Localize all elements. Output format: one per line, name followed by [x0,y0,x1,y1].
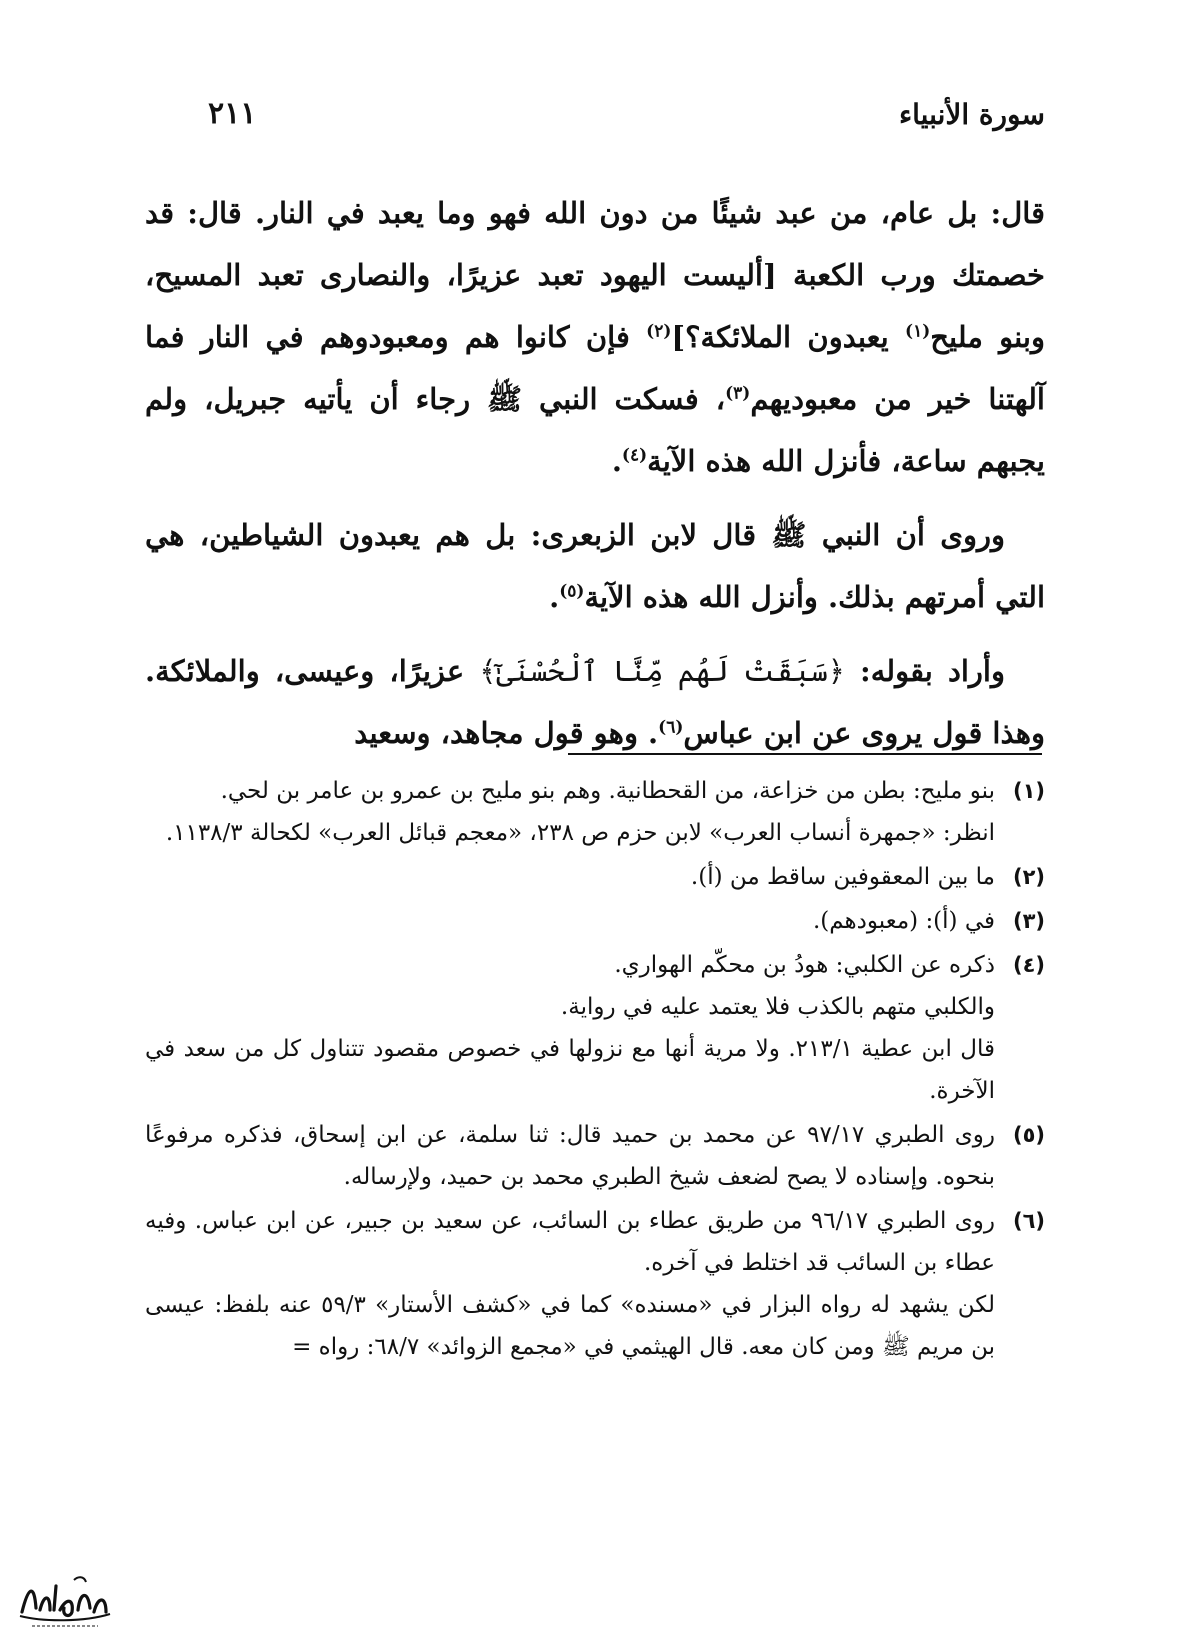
footnote-5 [145,1114,1045,1198]
footnote-number: (٣) [1012,909,1045,933]
footnote-line: لكن يشهد له رواه البزار في «مسنده» كما في «كشف الأستار» ٥٩/٣ عنه بلفظ: عيسى بن مريم ﷺ ومن كان معه. قال الهيثمي في «مجمع الزوائد» ٦٨/٧: رواه = [145,1292,995,1360]
footnotes [145,770,1045,1370]
footnote-number: (٦) [1012,1209,1045,1233]
footnote-line: بنو مليح: بطن من خزاعة، من القحطانية. وهم بنو مليح بن عمرو بن عامر بن لحي. [220,778,995,804]
footnote-number: (٥) [1012,1123,1045,1147]
paragraph-3: وأراد بقوله: ﴿سَبَقَتْ لَهُم مِّنَّا ٱلْحُسْنَىٰٓ﴾ عزيرًا، وعيسى، والملائكة. وهذا قول يروى عن ابن عباس$^{(٦)}$. وهو قول مجاهد، وسعيد [145,654,1045,750]
footnote-1 [145,770,1045,854]
footnote-4 [145,944,1045,1112]
footnote-line: ما بين المعقوفين ساقط من (أ). [690,864,995,890]
footnote-ref-3: (٣) [725,383,751,404]
main-text [145,182,1045,776]
footnote-number: (٢) [1012,865,1045,889]
footnote-line: والكلبي متهم بالكذب فلا يعتمد عليه في رواية. [560,994,995,1020]
footnote-3 [145,900,1045,942]
paragraph-1: قال: بل عام، من عبد شيئًا من دون الله فهو وما يعبد في النار. قال: قد خصمتك ورب الكعبة [أليست اليهود تعبد عزيرًا، والنصارى تعبد المسيح، وبنو مليح$^{(١)}$ يعبدون الملائكة؟]$^{(٢)}$ فإن كانوا هم ومعبودوهم في النار فما آلهتنا خير من معبوديهم$^{(٣)}$، فسكت النبي ﷺ رجاء أن يأتيه جبريل، ولم يجبهم ساعة، فأنزل الله هذه الآية$^{(٤)}$. [145,196,1045,478]
surah-title: سورة الأنبياء [898,98,1045,131]
footnote-number: (١) [1012,779,1045,803]
footnote-ref-2: (٢) [646,321,672,342]
footnote-6 [145,1200,1045,1368]
footnote-ref-5: (٥) [559,581,585,602]
footnote-line: روى الطبري ٩٦/١٧ من طريق عطاء بن السائب، عن سعيد بن جبير، عن ابن عباس. وفيه عطاء بن السائب قد اختلط في آخره. [145,1208,995,1276]
footnote-line: قال ابن عطية ٢١٣/١. ولا مرية أنها مع نزولها في خصوص مقصود تتناول كل من سعد في الآخرة. [145,1036,995,1104]
footnote-line: ذكره عن الكلبي: هودُ بن محكّم الهواري. [614,952,995,978]
footnote-ref-6: (٦) [658,717,684,738]
footnote-2 [145,856,1045,898]
paragraph-2: وروى أن النبي ﷺ قال لابن الزبعرى: بل هم يعبدون الشياطين، هي التي أمرتهم بذلك. وأنزل الله هذه الآية$^{(٥)}$. [145,518,1045,614]
footnote-divider [568,753,1042,755]
footnote-line: في (أ): (معبودهم). [812,908,995,934]
page-header [130,98,1045,148]
publisher-logo-icon [14,1568,114,1634]
footnote-ref-1: (١) [905,321,931,342]
footnote-line: انظر: «جمهرة أنساب العرب» لابن حزم ص ٢٣٨، «معجم قبائل العرب» لكحالة ١١٣٨/٣. [165,820,995,846]
page-number: ٢١١ [208,96,257,131]
footnote-ref-4: (٤) [621,445,648,466]
footnote-line: روى الطبري ٩٧/١٧ عن محمد بن حميد قال: ثنا سلمة، عن ابن إسحاق، فذكره مرفوعًا بنحوه. وإسناده لا يصح لضعف شيخ الطبري محمد بن حميد، ولإرساله. [145,1122,995,1190]
quran-verse: ﴿سَبَقَتْ لَهُم مِّنَّا ٱلْحُسْنَىٰٓ﴾ [479,654,845,688]
footnote-number: (٤) [1012,953,1045,977]
